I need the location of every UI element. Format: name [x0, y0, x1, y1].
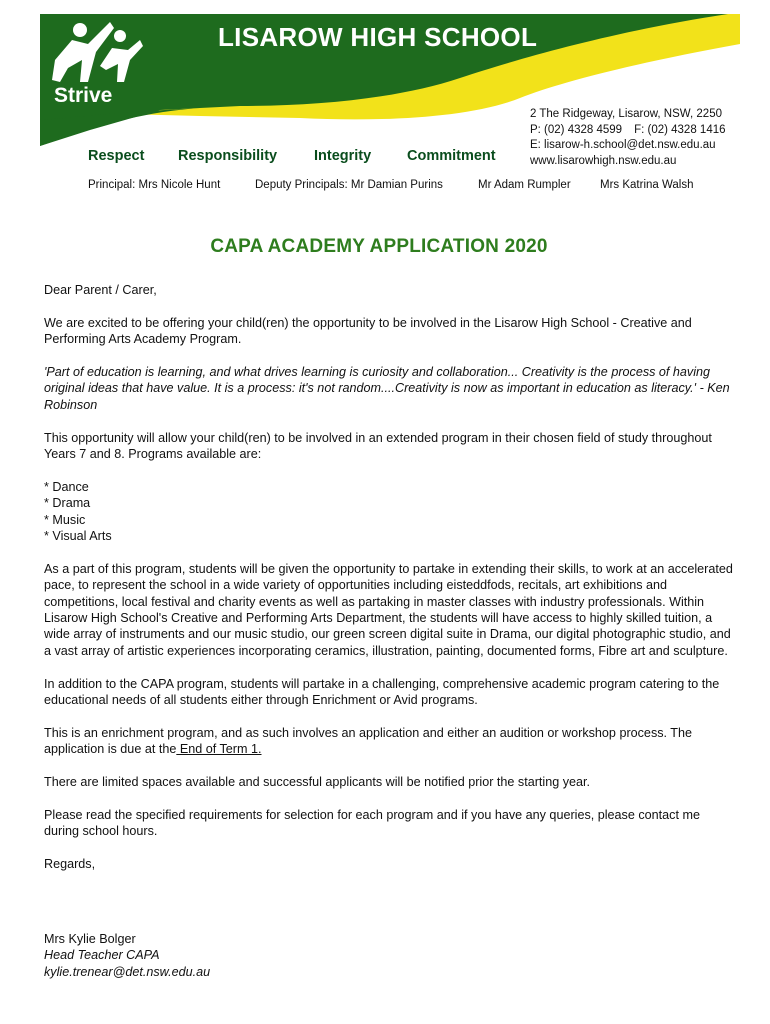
quote-paragraph: 'Part of education is learning, and what drives learning is curiosity and collaboration... Creativity is the process of having original ideas that have value. It is a process: it's not random....Creativity is now as important in education as literacy.' - Ken Robinson	[44, 365, 730, 412]
signatory-email[interactable]: kylie.trenear@det.nsw.edu.au	[44, 964, 211, 979]
regards: Regards,	[44, 857, 96, 872]
deputy-principal-3: Mrs Katrina Walsh	[600, 179, 694, 191]
intro-paragraph: We are excited to be offering your child(ren) the opportunity to be involved in the Lisarow High School - Creative and Performing Arts Academy Program.	[44, 315, 692, 347]
value-integrity: Integrity	[314, 148, 372, 164]
signatory-name: Mrs Kylie Bolger	[44, 932, 136, 946]
contact-block	[530, 107, 726, 169]
program-item: * Music	[44, 512, 86, 527]
school-address: 2 The Ridgeway, Lisarow, NSW, 2250	[530, 108, 722, 120]
deputy-principal-2: Mr Adam Rumpler	[478, 179, 571, 191]
academic-paragraph: In addition to the CAPA program, students will partake in a challenging, comprehensive academic program catering to the educational needs of all students either through Enrichment or Avid programs.	[44, 676, 720, 708]
school-motto: Strive	[54, 84, 113, 107]
deputy-principal-1: Deputy Principals: Mr Damian Purins	[255, 179, 443, 191]
due-date: End of Term 1.	[176, 742, 262, 757]
phone-line	[530, 123, 726, 139]
program-description: As a part of this program, students will be given the opportunity to partake in extending their skills, to work at an accelerated pace, to represent the school in a wide variety of opportunities including eisteddfods, recitals, art exhibitions and competitions, local festival and charity events as well as partaking in master classes with industry professionals. Within Lisarow High School's Creative and Performing Arts Department, the students will have access to highly skilled tuition, a wide array of instruments and our music studio, our green screen digital suite in Drama, our digital photographic studio, and a vast array of artistic experiences incorporating ceramics, illustration, painting, documented forms, Fibre art and sculpture.	[44, 561, 733, 658]
enrichment-text: This is an enrichment program, and as such involves an application and either an audition or workshop process. The application is due at the	[44, 725, 693, 757]
document-title: CAPA ACADEMY APPLICATION 2020	[210, 236, 548, 257]
program-list	[44, 479, 734, 545]
principal: Principal: Mrs Nicole Hunt	[88, 179, 221, 191]
value-responsibility: Responsibility	[178, 148, 278, 164]
opportunity-paragraph: This opportunity will allow your child(ren) to be involved in an extended program in their chosen field of study throughout Years 7 and 8. Programs available are:	[44, 430, 712, 462]
signatory-role: Head Teacher CAPA	[44, 948, 160, 963]
program-item: * Dance	[44, 479, 89, 494]
school-name: LISAROW HIGH SCHOOL	[218, 22, 538, 52]
phone-number: P: (02) 4328 4599	[530, 123, 623, 136]
program-item: * Drama	[44, 496, 91, 511]
program-item: * Visual Arts	[44, 529, 112, 544]
signature-block	[44, 931, 210, 980]
limited-spaces-paragraph: There are limited spaces available and successful applicants will be notified prior the starting year.	[44, 775, 591, 790]
enrichment-paragraph	[44, 725, 734, 758]
email-address[interactable]: E: lisarow-h.school@det.nsw.edu.au	[530, 139, 716, 151]
salutation: Dear Parent / Carer,	[44, 283, 157, 297]
value-respect: Respect	[88, 148, 145, 164]
letter-body	[44, 282, 734, 889]
requirements-paragraph: Please read the specified requirements for selection for each program and if you have any queries, please contact me during school hours.	[44, 807, 700, 839]
fax-number: F: (02) 4328 1416	[634, 123, 726, 136]
value-commitment: Commitment	[407, 148, 496, 164]
website-link[interactable]: www.lisarowhigh.nsw.edu.au	[530, 154, 677, 167]
